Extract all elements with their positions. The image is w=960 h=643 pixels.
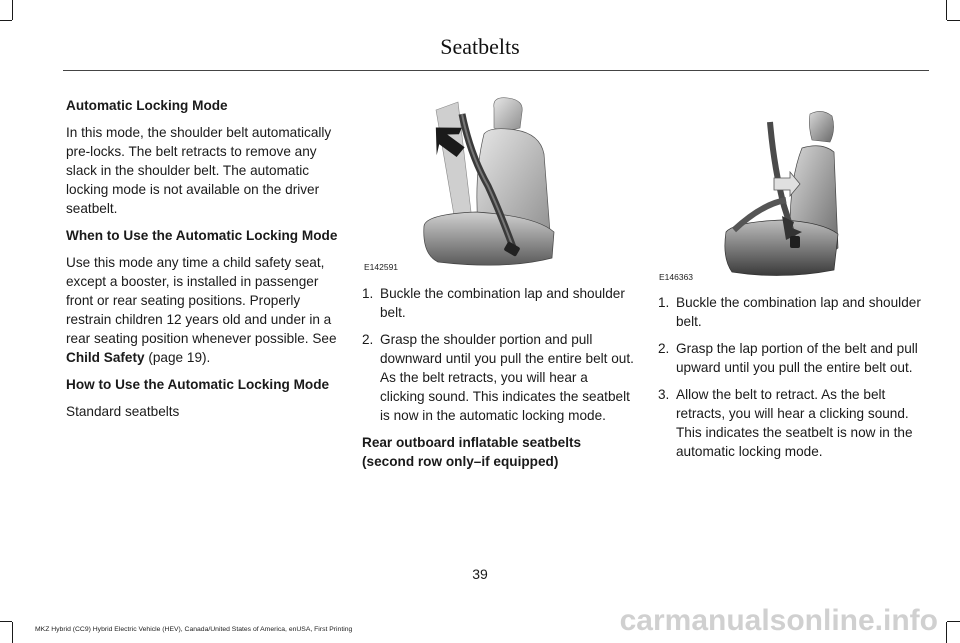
- paragraph-standard-seatbelts: Standard seatbelts: [66, 404, 180, 419]
- footer-text: MKZ Hybrid (CC9) Hybrid Electric Vehicle (HEV), Canada/United States of America, enUSA, First Printing: [35, 626, 353, 633]
- column-right: [658, 293, 930, 469]
- list-item: [658, 339, 930, 377]
- step-text: Allow the belt to retract. As the belt retracts, you will hear a clicking sound. This indicates the seatbelt is now in the automatic locking mode.: [676, 387, 913, 459]
- crop-mark-bottom-left-h: [0, 621, 12, 622]
- list-item: [658, 385, 930, 461]
- heading-automatic-locking-mode: Automatic Locking Mode: [66, 98, 228, 113]
- step-text: Grasp the lap portion of the belt and pull upward until you pull the entire belt out.: [676, 341, 918, 375]
- step-number: 1.: [658, 295, 670, 310]
- list-item: [362, 330, 634, 425]
- watermark: carmanualsonline.info: [619, 604, 938, 637]
- child-safety-page-ref: (page 19).: [144, 350, 211, 365]
- figure-seat-shoulder-belt: [366, 94, 562, 274]
- seat-shoulder-belt-illustration: [366, 94, 562, 274]
- step-number: 2.: [658, 341, 670, 356]
- crop-mark-top-right-h: [947, 20, 960, 21]
- figure-code: E146363: [659, 272, 694, 282]
- list-item: [362, 284, 634, 322]
- column-left: [66, 96, 340, 429]
- page-number: 39: [472, 566, 488, 582]
- figure-code: E142591: [364, 262, 399, 272]
- paragraph-when-to-use: [66, 253, 340, 367]
- paragraph-automatic-locking-mode: In this mode, the shoulder belt automatically pre-locks. The belt retracts to remove any slack in the shoulder belt. The automatic locking mode is not available on the driver seatbelt.: [66, 125, 332, 216]
- heading-rear-outboard-inflatable: Rear outboard inflatable seatbelts (second row only–if equipped): [362, 435, 582, 469]
- figure-seat-lap-belt: [659, 108, 842, 282]
- heading-how-to-use: How to Use the Automatic Locking Mode: [66, 377, 330, 392]
- crop-mark-bottom-right-v: [946, 622, 947, 643]
- child-safety-link[interactable]: Child Safety: [66, 350, 145, 365]
- steps-list-standard: [362, 284, 634, 425]
- crop-mark-top-right-v: [946, 0, 947, 20]
- step-text: Grasp the shoulder portion and pull downward until you pull the entire belt out. As the belt retracts, you will hear a clicking sound. This indicates the seatbelt is now in the automatic locking mode.: [380, 332, 634, 423]
- page-title: Seatbelts: [440, 34, 520, 59]
- step-number: 3.: [658, 387, 670, 402]
- step-text: Buckle the combination lap and shoulder belt.: [380, 286, 625, 320]
- step-number: 2.: [362, 332, 374, 347]
- crop-mark-bottom-right-h: [947, 621, 960, 622]
- when-to-use-text: Use this mode any time a child safety seat, except a booster, is installed in passenger front or rear seating positions. Properly restrain children 12 years old and under in a rear seating position whenever possible. See: [66, 255, 337, 346]
- step-number: 1.: [362, 286, 374, 301]
- seat-lap-belt-illustration: [662, 108, 842, 280]
- crop-mark-top-left-v: [12, 0, 13, 20]
- header-rule: [63, 70, 929, 71]
- heading-when-to-use: When to Use the Automatic Locking Mode: [66, 228, 338, 243]
- crop-mark-top-left-h: [0, 20, 12, 21]
- list-item: [658, 293, 930, 331]
- step-text: Buckle the combination lap and shoulder belt.: [676, 295, 921, 329]
- column-middle: [362, 284, 634, 471]
- crop-mark-bottom-left-v: [12, 622, 13, 643]
- steps-list-inflatable: [658, 293, 930, 461]
